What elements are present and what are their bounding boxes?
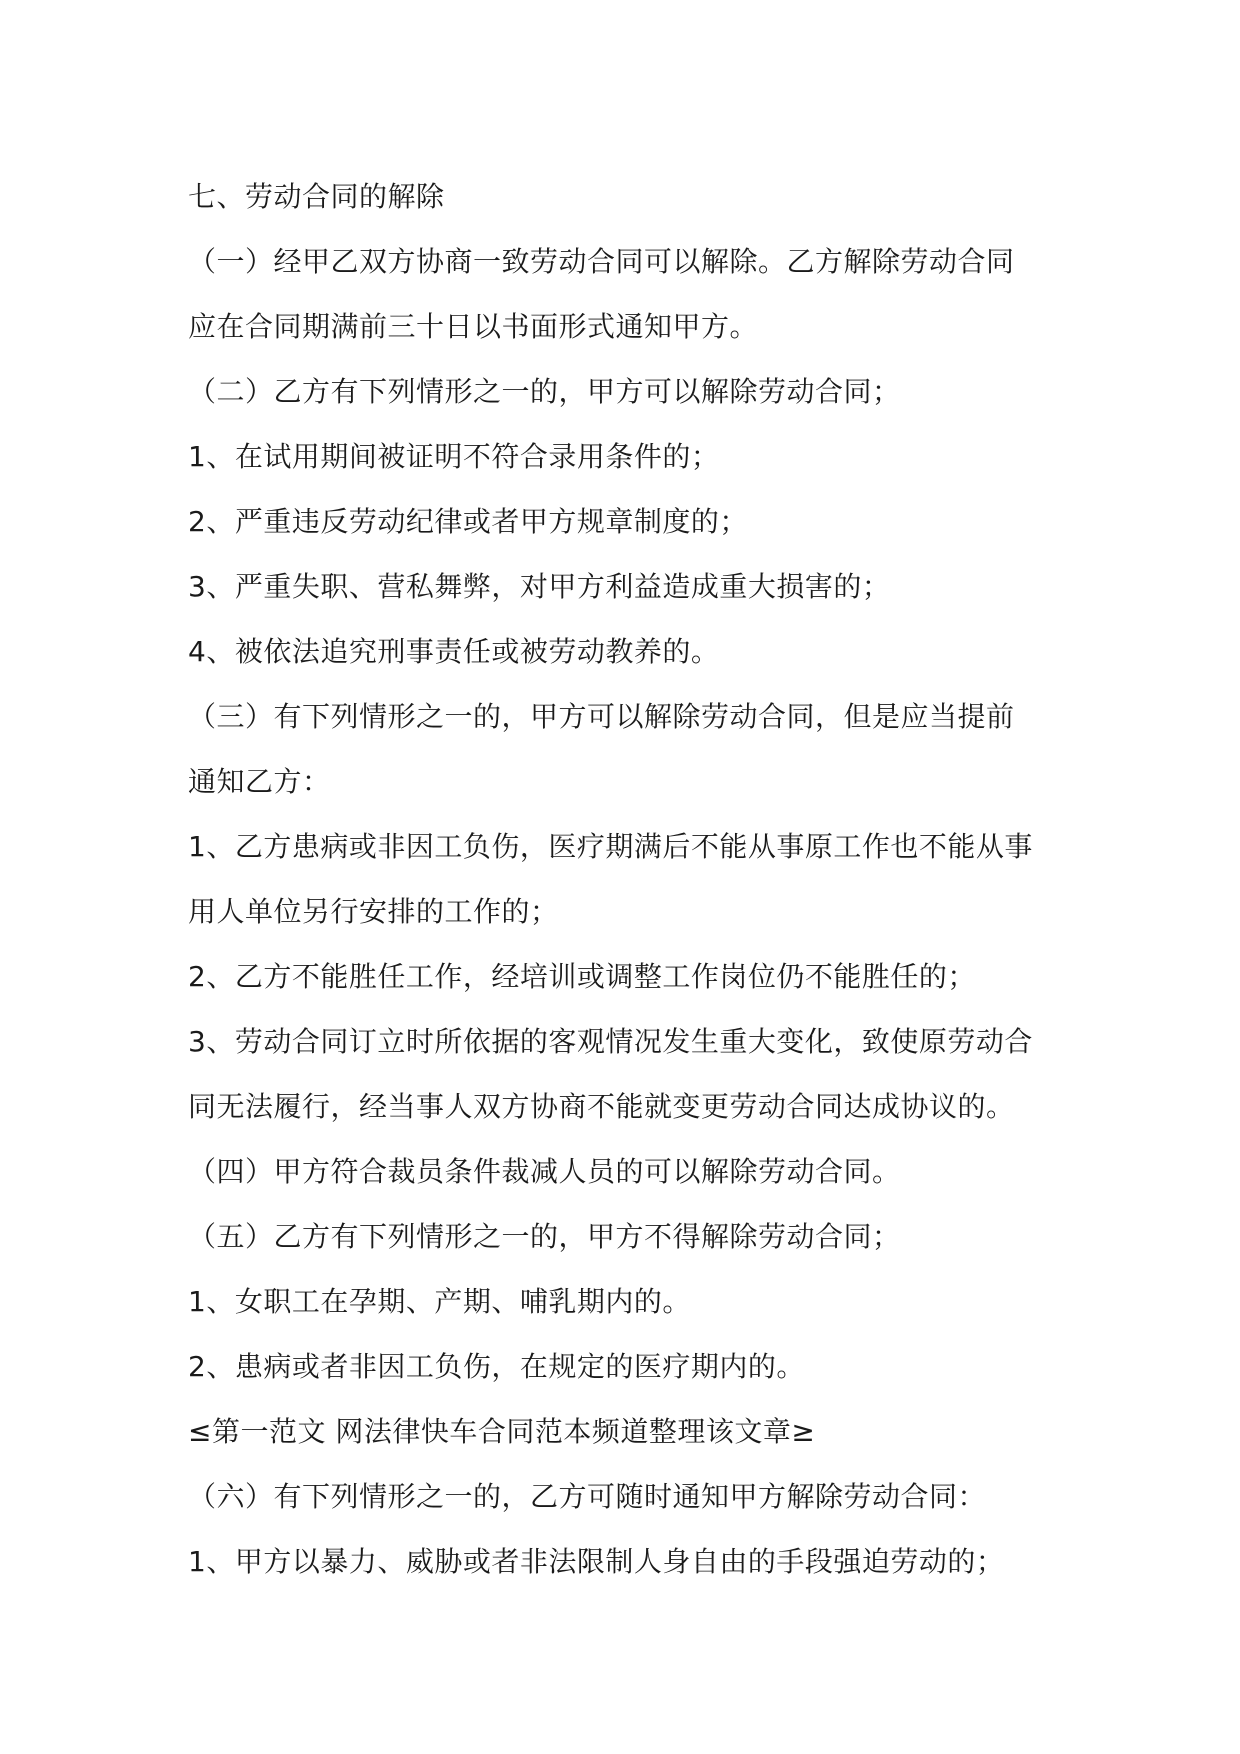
- clause-3-item-1-line-1: 1、乙方患病或非因工负伤，医疗期满后不能从事原工作也不能从事: [188, 830, 1033, 863]
- clause-5-heading: （五）乙方有下列情形之一的，甲方不得解除劳动合同；: [188, 1220, 901, 1253]
- clause-3-heading-line-1: （三）有下列情形之一的，甲方可以解除劳动合同，但是应当提前: [188, 700, 1015, 733]
- clause-2-heading: （二）乙方有下列情形之一的，甲方可以解除劳动合同；: [188, 375, 901, 408]
- clause-2-item-4: 4、被依法追究刑事责任或被劳动教养的。: [188, 635, 720, 668]
- clause-6-item-1: 1、甲方以暴力、威胁或者非法限制人身自由的手段强迫劳动的；: [188, 1545, 1005, 1578]
- section-heading: 七、劳动合同的解除: [188, 180, 445, 213]
- source-note: ≤第一范文 网法律快车合同范本频道整理该文章≥: [188, 1415, 816, 1448]
- clause-1-line-2: 应在合同期满前三十日以书面形式通知甲方。: [188, 310, 759, 343]
- document-body: [188, 164, 1068, 1594]
- clause-1-line-1: （一）经甲乙双方协商一致劳动合同可以解除。乙方解除劳动合同: [188, 245, 1015, 278]
- clause-3-heading-line-2: 通知乙方：: [188, 765, 331, 798]
- clause-2-item-3: 3、严重失职、营私舞弊，对甲方利益造成重大损害的；: [188, 570, 891, 603]
- clause-5-item-2: 2、患病或者非因工负伤，在规定的医疗期内的。: [188, 1350, 805, 1383]
- clause-3-item-3-line-2: 同无法履行，经当事人双方协商不能就变更劳动合同达成协议的。: [188, 1090, 1015, 1123]
- clause-3-item-1-line-2: 用人单位另行安排的工作的；: [188, 895, 559, 928]
- clause-5-item-1: 1、女职工在孕期、产期、哺乳期内的。: [188, 1285, 691, 1318]
- clause-3-item-2: 2、乙方不能胜任工作，经培训或调整工作岗位仍不能胜任的；: [188, 960, 976, 993]
- clause-4: （四）甲方符合裁员条件裁减人员的可以解除劳动合同。: [188, 1155, 901, 1188]
- clause-3-item-3-line-1: 3、劳动合同订立时所依据的客观情况发生重大变化，致使原劳动合: [188, 1025, 1033, 1058]
- clause-2-item-2: 2、严重违反劳动纪律或者甲方规章制度的；: [188, 505, 748, 538]
- clause-2-item-1: 1、在试用期间被证明不符合录用条件的；: [188, 440, 720, 473]
- clause-6-heading: （六）有下列情形之一的，乙方可随时通知甲方解除劳动合同：: [188, 1480, 987, 1513]
